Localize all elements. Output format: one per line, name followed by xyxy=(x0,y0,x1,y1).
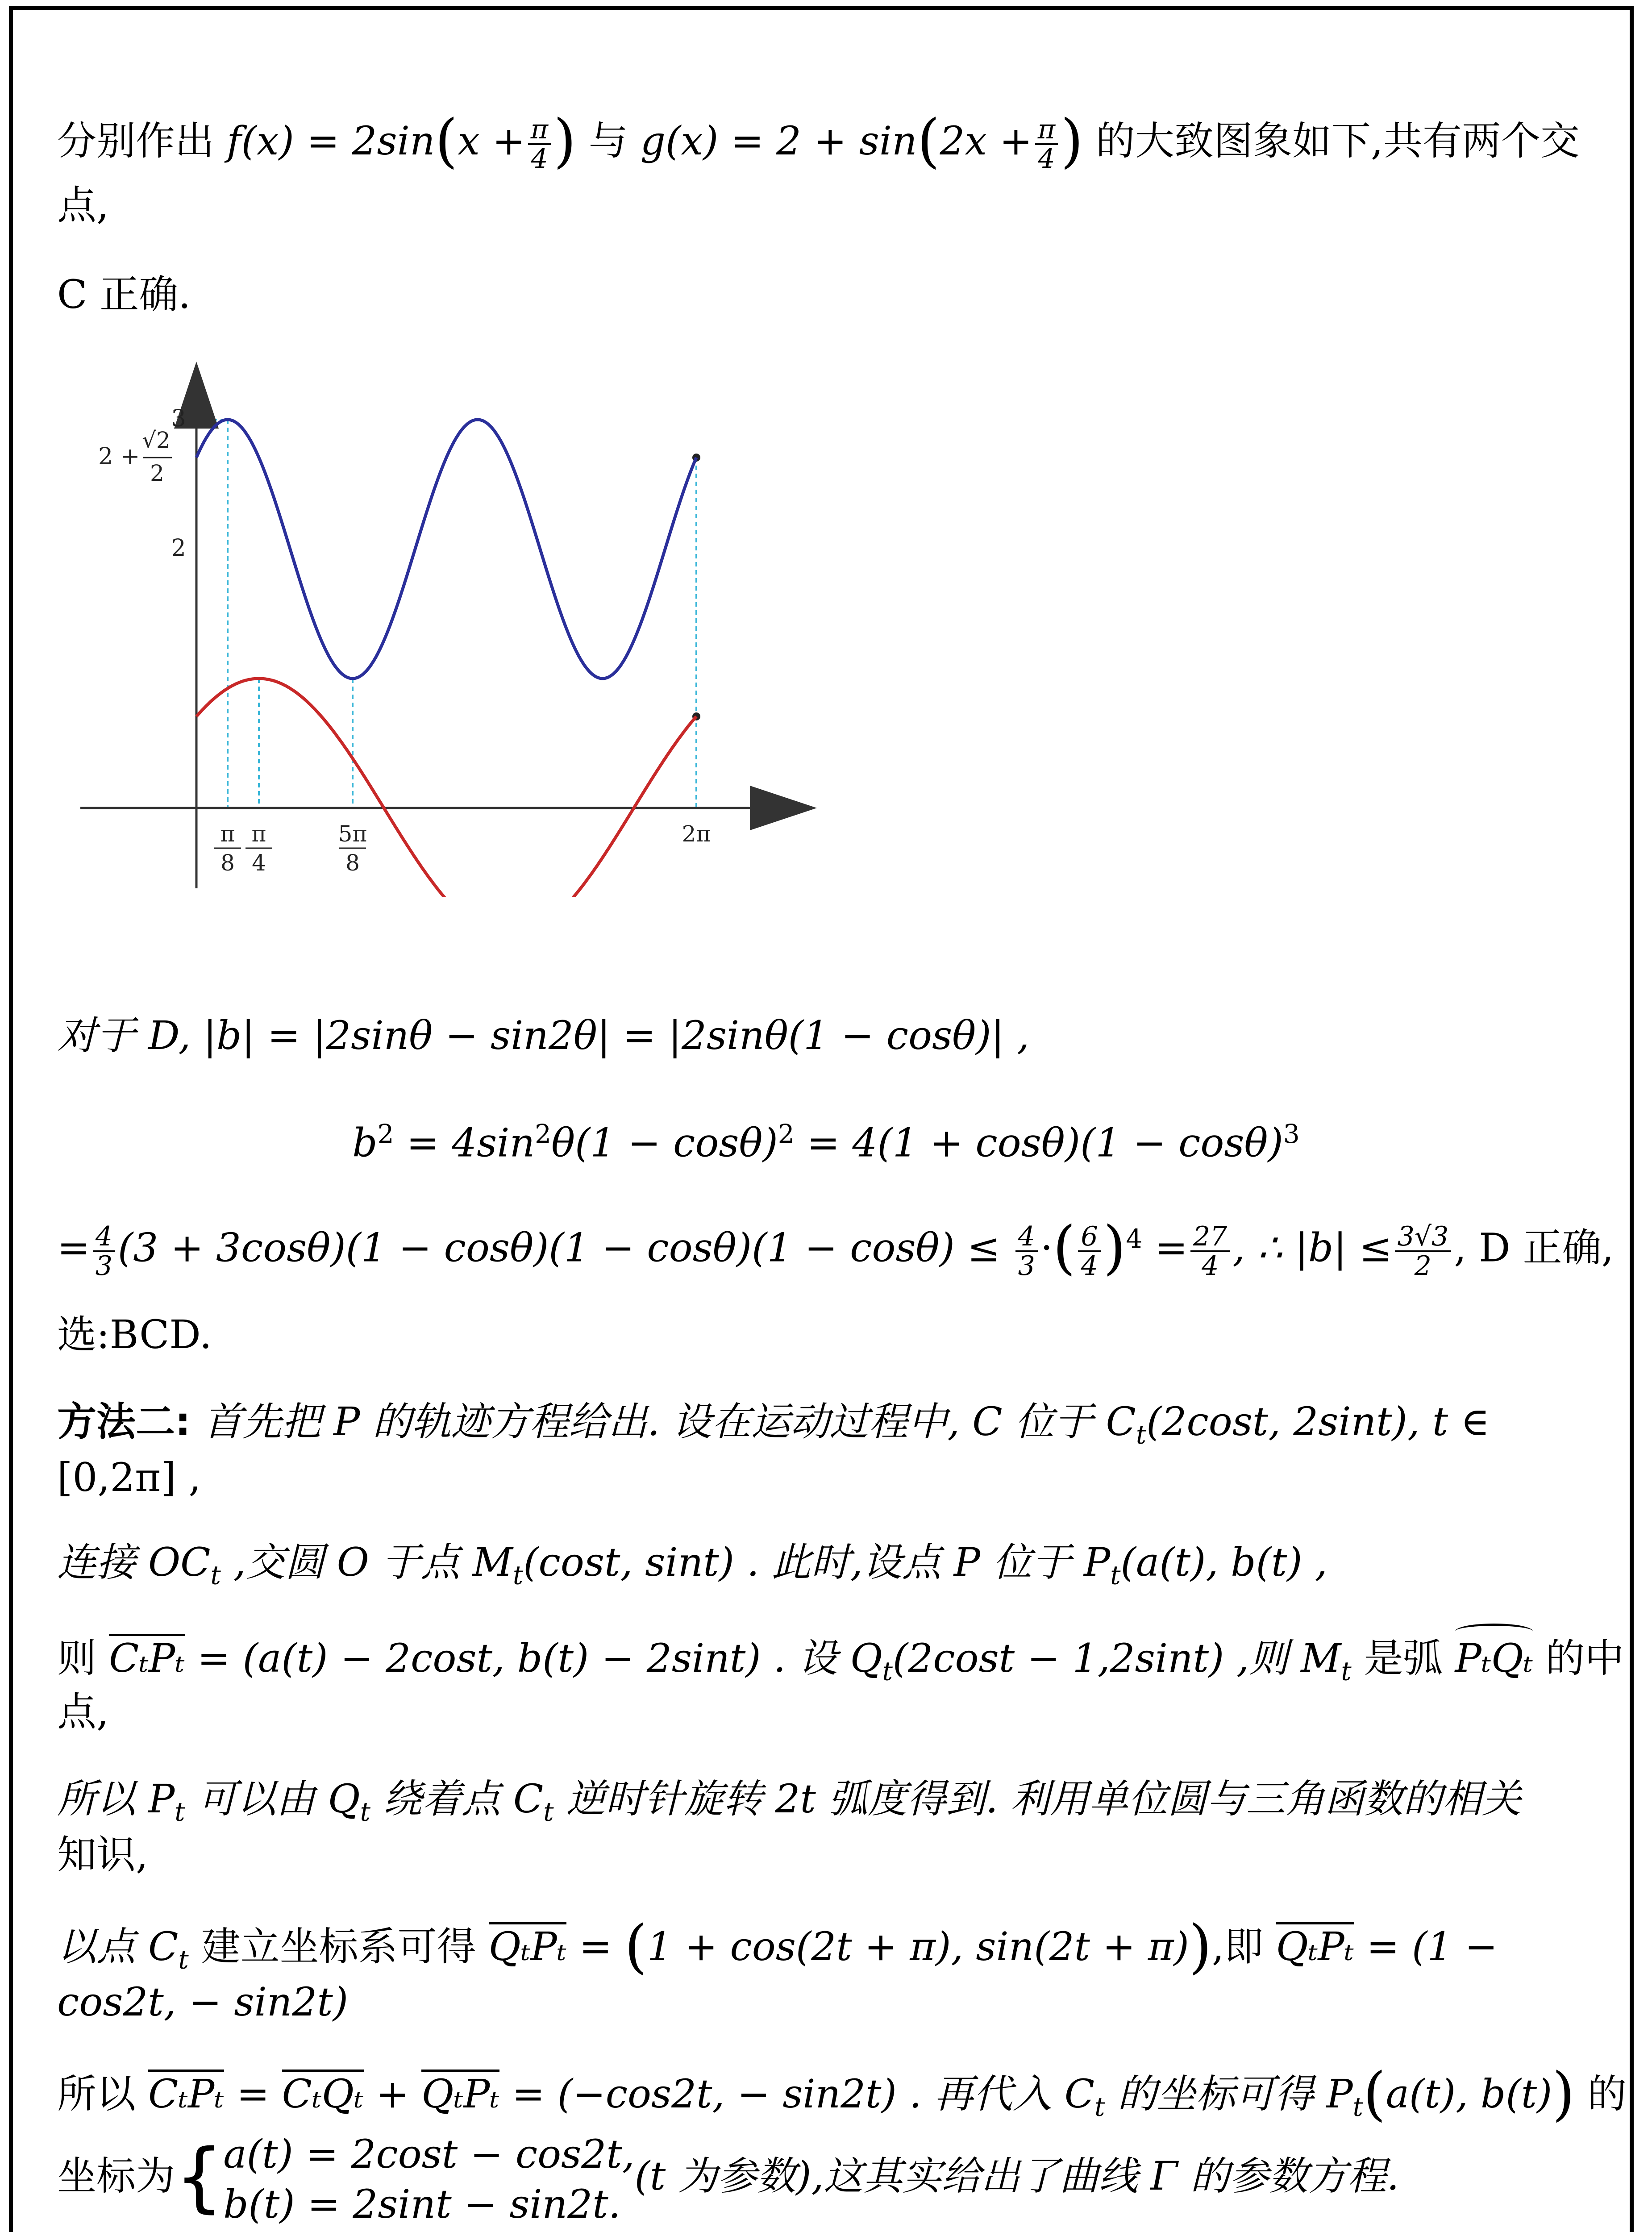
text: 的大致图象如下,共有两个交 xyxy=(1095,118,1580,164)
text-line-13: 所以 $P_t$ 可以由 $Q_t$ 绕着点 $C_t$ 逆时针旋转 2t 弧度得到. 利用单位圆与三角函数的相关 xyxy=(57,1776,1521,1827)
formula-f-arg: x + xyxy=(458,118,525,164)
tick-label: 2π xyxy=(682,821,711,847)
formula-g-arg: 2x + xyxy=(940,118,1032,164)
text-line-3: C 正确. xyxy=(57,271,191,317)
text-line-5: $b^2 = 4\sin^2\theta(1 - \cos\theta)^2 = 4(1 + \cos\theta)(1 - \cos\theta)^3$ xyxy=(352,1119,1300,1166)
guide-lines xyxy=(196,420,700,808)
text-line-11: 则 CₜPₜ = (a(t) − 2cost, b(t) − 2sint) . 设 $Q_t(2\cos t - 1,2\sin t)$ ,则 $M_t$ 是弧 PₜQₜ 的中 xyxy=(57,1632,1595,1698)
tick-label: 3 xyxy=(171,405,186,432)
parametric-system: a(t) = 2cost − cos2t, b(t) = 2sint − sin2t. xyxy=(223,2131,635,2227)
tick-labels xyxy=(98,405,711,876)
text-line-16: cos2t, − sin2t) xyxy=(57,1979,349,2025)
tick-label: 8 xyxy=(221,850,235,876)
text-line-12: 点, xyxy=(57,1689,109,1735)
text-line-17: 所以 CₜPₜ = CₜQₜ + QₜPₜ = (−cos2t, − sin2t) . 再代入 $C_t$ 的坐标可得 $P_t(a(t)$, b(t)) 的 xyxy=(57,2060,1627,2128)
curve-g xyxy=(196,679,696,897)
tick-label: 8 xyxy=(345,850,360,876)
tick-label: 5π xyxy=(338,821,367,847)
tick-label: 2 xyxy=(171,535,186,562)
text-line-9: [0,2π] , xyxy=(57,1454,201,1500)
text-line-7: 选:BCD. xyxy=(57,1312,212,1358)
curve-f xyxy=(196,420,696,679)
fraction: $\frac{4}{3}$ xyxy=(93,1223,115,1280)
text: 分别作出 xyxy=(57,118,215,164)
text-line-18: 坐标为{ a(t) = 2cost − cos2t, b(t) = 2sint − sin2t. (t 为参数),这其实给出了曲线 Γ 的参数方程. xyxy=(57,2129,1595,2229)
fraction-pi-4: $\frac{\pi}{4}$ xyxy=(1035,116,1058,173)
text-line-4: 对于 D, |b| = |2sinθ − sin2θ| = |2sinθ(1 − cosθ)| , xyxy=(57,1012,1030,1058)
tick-label: √2 xyxy=(142,427,171,453)
text-line-14: 知识, xyxy=(57,1832,148,1878)
formula-f: f(x) = 2sin xyxy=(227,118,435,164)
text-line-8: 方法二: 首先把 P 的轨迹方程给出. 设在运动过程中, C 位于 $C_t(2\cos t$, 2sint), t ∈ xyxy=(57,1399,1490,1450)
text-line-2: 点, xyxy=(57,182,109,228)
text-line-1: 分别作出 f(x) = 2sin(x + $\frac{\pi}{4}$ ) 与 g(x) = 2 + sin(2x + $\frac{\pi}{4}$ ) 的大致图象如下,共有两个交 xyxy=(57,107,1580,175)
text-line-15: 以点 $C_t$ 建立坐标系可得 QₜPₜ = (1 + cos(2t + π), sin(2t + π)),即 QₜPₜ = (1 − xyxy=(57,1912,1498,1980)
tick-label: 2 + xyxy=(98,443,140,470)
tick-label: π xyxy=(220,821,235,847)
formula-g: g(x) = 2 + sin xyxy=(640,118,917,164)
tick-label: 4 xyxy=(252,850,266,876)
text: 与 xyxy=(588,118,628,164)
function-graph xyxy=(62,362,826,897)
text-line-10: 连接 $OC_t$ ,交圆 O 于点 $M_t(\cos t$, sint) . 此时,设点 P 位于 $P_t(a(t)$, b(t) , xyxy=(57,1539,1327,1591)
text-line-6: = $\frac{4}{3}$ (3 + 3cosθ)(1 − cosθ)(1 − cosθ)(1 − cosθ) ≤ $\frac{4}{3}$ ·( $\frac{6}{4}$ )$^4$ = $\frac{27}{4}$ , ∴ |b| ≤ $\frac{3√3}{2}$ , D 正确, xyxy=(57,1213,1614,1282)
tick-label: 2 xyxy=(150,460,164,486)
fraction-pi-4: $\frac{\pi}{4}$ xyxy=(528,116,551,173)
tick-label: π xyxy=(251,821,266,847)
